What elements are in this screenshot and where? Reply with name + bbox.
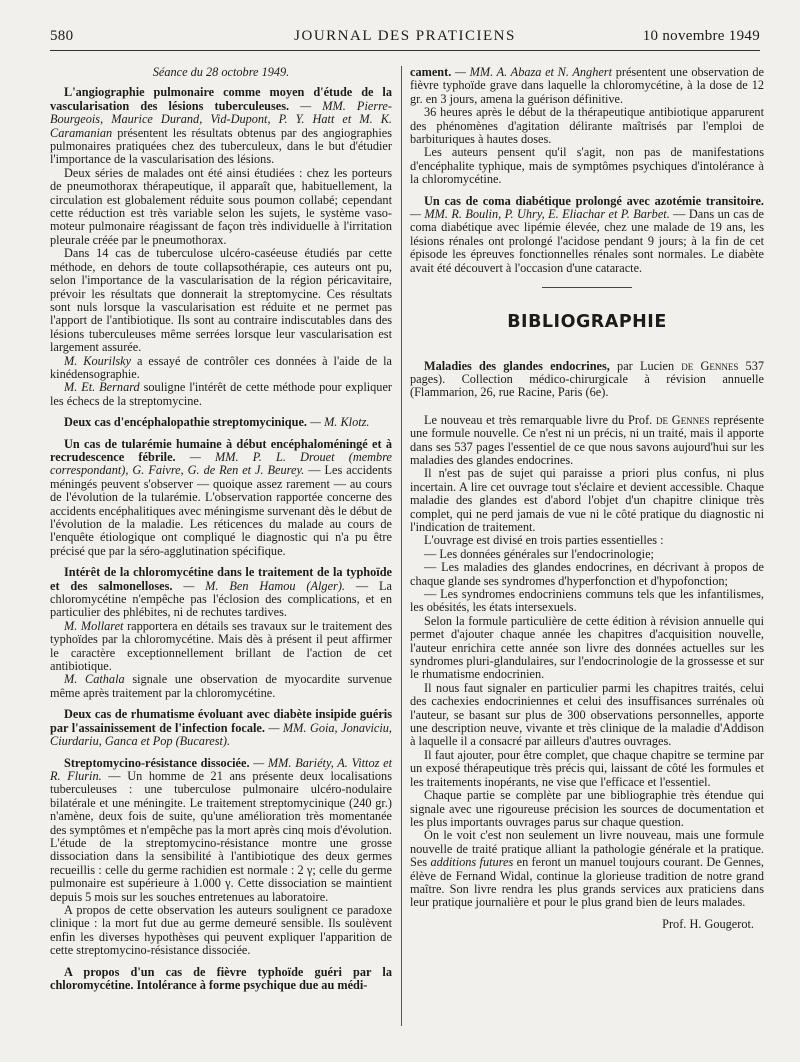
review-list-item: — Les maladies des glandes endocrines, en décrivant à propos de chaque glande ses syndromes d'hyperfonction et d'hypofonction; (410, 560, 764, 588)
review-paragraph: On le voit c'est non seulement un livre nouveau, mais une formule nouvelle de traité pratique alliant la pathologie générale et la pratique. Ses additions futures en feront un manuel toujours courant. De Gennes, élève de Fernand Widal, continue la glorieuse tradition de notre grand maître. Son livre rendra les plus grands services aux praticiens dans leur pratique journalière et pour le plus grand bien de leurs malades. (410, 828, 764, 910)
paragraph: — La chloromycétine n'empêche pas l'éclosion des complications, et en particulier des phlébites, ni de rechutes tardives. (50, 578, 392, 620)
review-paragraph: Le nouveau et très remarquable livre du Prof. de Gennes représente une formule nouvelle. Ce n'est ni un précis, ni un traité, mais il apporte dans ses 537 pages l'essentiel de ce que nous savons aujourd'hui sur les maladies des glandes endocrines. (410, 412, 764, 467)
paragraph: Deux séries de malades ont été ainsi étudiées : chez les porteurs de pneumothorax thérapeutique, il apparaît que, habituellement, la circulation est globalement réduite sous poumon collabé; cependant cette réduction est très variable selon les sujets, le système vaso-moteur pulmonaire réagissant de façon très individuelle à l'irritation pleurale créée par le pneumothorax. (50, 165, 392, 247)
paragraph: — Les accidents méningés peuvent s'observer — quoique assez rarement — au cours de l'évolution de la tularémie. L'observation rapportée concerne des accidents encéphalitiques avec méningisme survenant dès le début de l'évolution de la maladie. Les réticences du malade au cours de l'enquête étiologique ont compliqué le diagnostic qui n'a pu être précisé que par la séro-agglutination spécifique. (50, 463, 392, 558)
author-name: M. Kourilsky (64, 353, 132, 368)
article-title: Deux cas d'encéphalopathie streptomycinique. (64, 415, 307, 430)
issue-date: 10 novembre 1949 (642, 28, 760, 44)
article-title: A propos d'un cas de fièvre typhoïde guéri par la chloromycétine. Intolérance à forme psychique due au médi- (50, 964, 392, 992)
review-paragraph: Il n'est pas de sujet qui paraisse a priori plus confus, ni plus incertain. A lire cet ouvrage tout s'éclaire et devient accessible. Chaque maladie des glandes est d'abord l'objet d'un chapitre clinique très complet, qui ne perd jamais de vue ni le côté pratique du diagnostic ni l'indication de traitement. (410, 466, 764, 534)
article-title: Un cas de coma diabétique prolongé avec azotémie transitoire. (424, 193, 764, 208)
review-paragraph: Il nous faut signaler en particulier parmi les chapitres traités, celui des cachexies endocriniennes et celui des insuffisances surrénales où l'auteur, se basant sur plus de 300 observations personnelles, apporte une description neuve, vivante et très clinique de la maladie d'Addison à laquelle il a consacré par ailleurs d'autres ouvrages. (410, 680, 764, 749)
paragraph: présentent une observation de fièvre typhoïde grave dans laquelle la chloromycétine, à la dose de 12 gr. en 3 jours, amena la guérison définitive. (410, 65, 764, 106)
article-title: Un cas de tularémie humaine à début encéphaloméningé et à recrudescence fébrile. (50, 436, 392, 464)
paragraph: M. Et. Bernard souligne l'intérêt de cette méthode pour expliquer les échecs de la streptomycine. (50, 380, 392, 408)
book-details: 537 pages). Collection médico-chirurgicale à révision annuelle (Flammarion, 26, rue Racine, Paris (6e). (410, 358, 764, 400)
article-authors: — MM. Bariéty, A. Vittoz et R. Flurin. (50, 755, 392, 783)
review-paragraph: Il faut ajouter, pour être complet, que chaque chapitre se termine par un exposé thérapeutique très précis qui, laissant de côté les formules et les traitements inopérants, ne vise que l'efficace et l'essentiel. (410, 747, 764, 789)
author-name: M. Mollaret (64, 618, 124, 633)
article-authors: — MM. A. Abaza et N. Anghert (451, 65, 613, 79)
column-divider (401, 66, 402, 1026)
author-name: M. Et. Bernard (64, 380, 140, 395)
review-paragraph: Selon la formule particulière de cette édition à révision annuelle qui permet d'ajouter chaque année les chapitres d'acquisition nouvelle, l'auteur enrichira cette année son livre des données actuelles sur les syndromes pluri-glandulaires, sur l'endocrinologie de la grossesse et sur le rhumatisme endocrinien. (410, 613, 764, 682)
paragraph: M. Cathala signale une observation de myocardite survenue même après traitement par la chloromycétine. (50, 672, 392, 700)
article-title: Deux cas de rhumatisme évoluant avec diabète insipide guéris par l'assainissement de l'infection focale. (50, 707, 392, 735)
article-authors: — MM. P. L. Drouet (membre correspondant), G. Faivre, G. de Ren et J. Beurey. (50, 449, 392, 478)
article-title: Intérêt de la chloromycétine dans le traitement de la typhoïde et des salmonelloses. (50, 565, 392, 593)
article-rhumatisme (50, 708, 392, 748)
article-tularemie (50, 438, 392, 559)
paragraph: Les auteurs pensent qu'il s'agit, non pas de manifestations d'encéphalite typhique, mais de symptômes psychiques d'intolérance à la chloromycétine. (410, 145, 764, 187)
paragraph: M. Kourilsky a essayé de contrôler ces données à l'aide de la kinédensographie. (50, 353, 392, 381)
article-title: Streptomycino-résistance dissociée. (64, 755, 250, 770)
review-list-item: — Les syndromes endocriniens communs tels que les infantilismes, les obésités, les états intersexuels. (410, 587, 764, 615)
article-authors: — M. Klotz. (306, 415, 370, 430)
paragraph: — Un homme de 21 ans présente deux localisations tuberculeuses : une tuberculose pulmonaire ulcéro-nodulaire bilatérale et une méningite. Le traitement streptomycinique (240 gr.) n'amène, deux fois de suite, qu'une amélioration très momentanée des symptômes et n'empêche pas la mort après cinq mois d'évolution. L'étude de la streptomycino-résistance montre une grosse dissociation dans la sensibilité à l'antibiotique des deux germes recueillis : celle du germe rachidien est normale : 2 γ; celle du germe pulmonaire est supérieure à 1.000 γ. Cette dissociation se maintient depuis 5 mois sur les souches entretenues au laboratoire. (50, 768, 392, 904)
article-streptomycino-resistance (50, 757, 392, 904)
article-fievre-typhoide-cont (410, 66, 764, 106)
session-date: Séance du 28 octobre 1949. (152, 65, 290, 79)
article-encephalopathie (50, 416, 392, 429)
page-header (50, 24, 760, 51)
review-list-item: — Les données générales sur l'endocrinologie; (424, 546, 654, 561)
book-title: Maladies des glandes endocrines, (424, 358, 610, 373)
article-title-continued: cament. (410, 65, 452, 79)
paragraph: 36 heures après le début de la thérapeutique antibiotique apparurent des phénomènes d'agitation délirante maîtrisés par l'emploi de barbituriques à hautes doses. (410, 105, 764, 147)
journal-title: JOURNAL DES PRATICIENS (294, 28, 516, 44)
review-paragraph: Chaque partie se complète par une bibliographie très étendue qui signale avec une rigoureuse précision les sources de documentation et les plus importants ouvrages parus sur chaque question. (410, 788, 764, 829)
section-divider (542, 287, 632, 288)
paragraph: A propos de cette observation les auteurs soulignent ce paradoxe clinique : la mort fut due au germe demeuré sensible. Ils soulèvent enfin les diverses hypothèses qui peuvent expliquer l'apparition de cette streptomycino-résistance dissociée. (50, 902, 392, 958)
book-author: de Gennes (681, 358, 739, 373)
paragraph: M. Mollaret rapportera en détails ses travaux sur le traitement des typhoïdes par la chloromycétine. Mais dès à présent il peut affirmer le caractère exceptionnellement brillant de l'action de cet antibiotique. (50, 618, 392, 674)
article-authors: — M. Ben Hamou (Alger). (172, 578, 345, 593)
book-reference: Maladies des glandes endocrines, par Lucien de Gennes 537 pages). Collection médico-chirurgicale à révision annuelle (Flammarion, 26, rue Racine, Paris (6e). (410, 358, 764, 400)
author-name: M. Cathala (64, 672, 125, 687)
paragraph: présentent les résultats obtenus par des angiographies pulmonaires pratiquées chez des tuberculeux, dans le but d'étudier l'importance de la vascularisation des lésions. (50, 125, 392, 167)
article-chloromycetine (50, 566, 392, 620)
article-angiographie (50, 86, 392, 166)
article-fievre-typhoide (50, 966, 392, 993)
article-coma-diabetique (410, 195, 764, 275)
article-authors: — MM. Goia, Jonaviciu, Ciurdariu, Ganca et Pop (Bucarest). (50, 720, 392, 749)
right-column (410, 66, 764, 931)
article-authors: — MM. R. Boulin, P. Uhry, E. Eliachar et P. Barbet. (410, 207, 670, 222)
review-paragraph: L'ouvrage est divisé en trois parties essentielles : (424, 533, 664, 548)
paragraph: Dans 14 cas de tuberculose ulcéro-caséeuse étudiés par cette méthode, en dehors de toute collapsothérapie, ces auteurs ont pu, selon l'importance de la vascularisation de la région péricavitaire, prévoir les résultats que donnerait la streptomycine. Ces résultats sont nuls lorsque la vascularisation est réduite et ne permet pas l'apport de l'antibiotique. Ils sont au contraire indiscutables dans des lésions tuberculeuses même serrées lorsque leur vascularisation est largement assurée. (50, 246, 392, 355)
paragraph: — Dans un cas de coma diabétique avec lipémie élevée, chez une malade de 19 ans, les lésions rénales ont prolongé l'acidose pendant 9 jours; à la fin de cet épisode les épreuves fonctionnelles rénales sont normales. Le diabète avait été découvert à l'occasion d'une cataracte. (410, 207, 764, 275)
bibliographie-heading: BIBLIOGRAPHIE (507, 312, 667, 333)
article-title: L'angiographie pulmonaire comme moyen d'étude de la vascularisation des lésions tuberculeuses. (50, 85, 392, 113)
article-authors: — MM. Pierre-Bourgeois, Maurice Durand, Vid-Dupont, P. Y. Hatt et M. K. Caramanian (50, 98, 392, 140)
page-number: 580 (50, 28, 74, 44)
review-signature: Prof. H. Gougerot. (662, 916, 754, 931)
left-column (50, 66, 392, 992)
